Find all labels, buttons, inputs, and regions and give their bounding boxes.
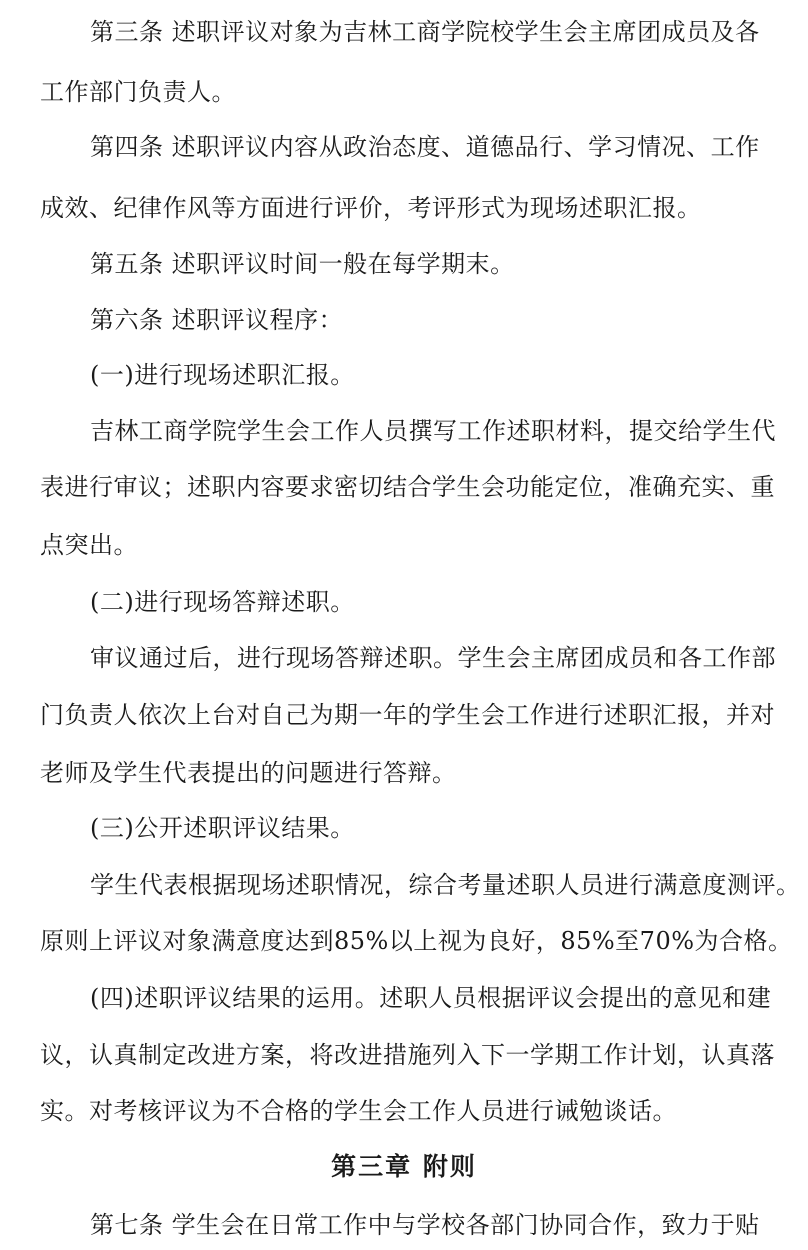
article-4-line-2: 成效、纪律作风等方面进行评价，考评形式为现场述职汇报。: [40, 194, 702, 222]
procedure-1-title: (一)进行现场述职汇报。: [90, 361, 355, 389]
article-7-line-1: 第七条 学生会在日常工作中与学校各部门协同合作，致力于贴: [90, 1211, 760, 1239]
procedure-2-line-1: 审议通过后，进行现场答辩述职。学生会主席团成员和各工作部: [90, 644, 776, 672]
procedure-4-line-1: (四)述职评议结果的运用。述职人员根据评议会提出的意见和建: [90, 984, 772, 1012]
procedure-3-line-2: 原则上评议对象满意度达到85%以上视为良好，85%至70%为合格。: [40, 927, 793, 955]
procedure-3-line-1: 学生代表根据现场述职情况，综合考量述职人员进行满意度测评。: [90, 871, 801, 899]
procedure-1-line-3: 点突出。: [40, 531, 138, 559]
procedure-2-title: (二)进行现场答辩述职。: [90, 588, 355, 616]
procedure-1-line-2: 表进行审议；述职内容要求密切结合学生会功能定位，准确充实、重: [40, 473, 775, 501]
article-6-line: 第六条 述职评议程序：: [90, 306, 344, 334]
procedure-3-title: (三)公开述职评议结果。: [90, 814, 355, 842]
procedure-4-line-2: 议，认真制定改进方案，将改进措施列入下一学期工作计划，认真落: [40, 1041, 775, 1069]
procedure-2-line-2: 门负责人依次上台对自己为期一年的学生会工作进行述职汇报，并对: [40, 701, 775, 729]
article-5-line: 第五条 述职评议时间一般在每学期末。: [90, 250, 515, 278]
procedure-4-line-3: 实。对考核评议为不合格的学生会工作人员进行诫勉谈话。: [40, 1097, 677, 1125]
chapter-3-heading: 第三章 附则: [331, 1152, 477, 1181]
article-3-line-2: 工作部门负责人。: [40, 78, 236, 106]
article-4-line-1: 第四条 述职评议内容从政治态度、道德品行、学习情况、工作: [90, 133, 760, 161]
procedure-1-line-1: 吉林工商学院学生会工作人员撰写工作述职材料，提交给学生代: [90, 417, 776, 445]
article-3-line-1: 第三条 述职评议对象为吉林工商学院校学生会主席团成员及各: [90, 18, 760, 46]
procedure-2-line-3: 老师及学生代表提出的问题进行答辩。: [40, 759, 457, 787]
